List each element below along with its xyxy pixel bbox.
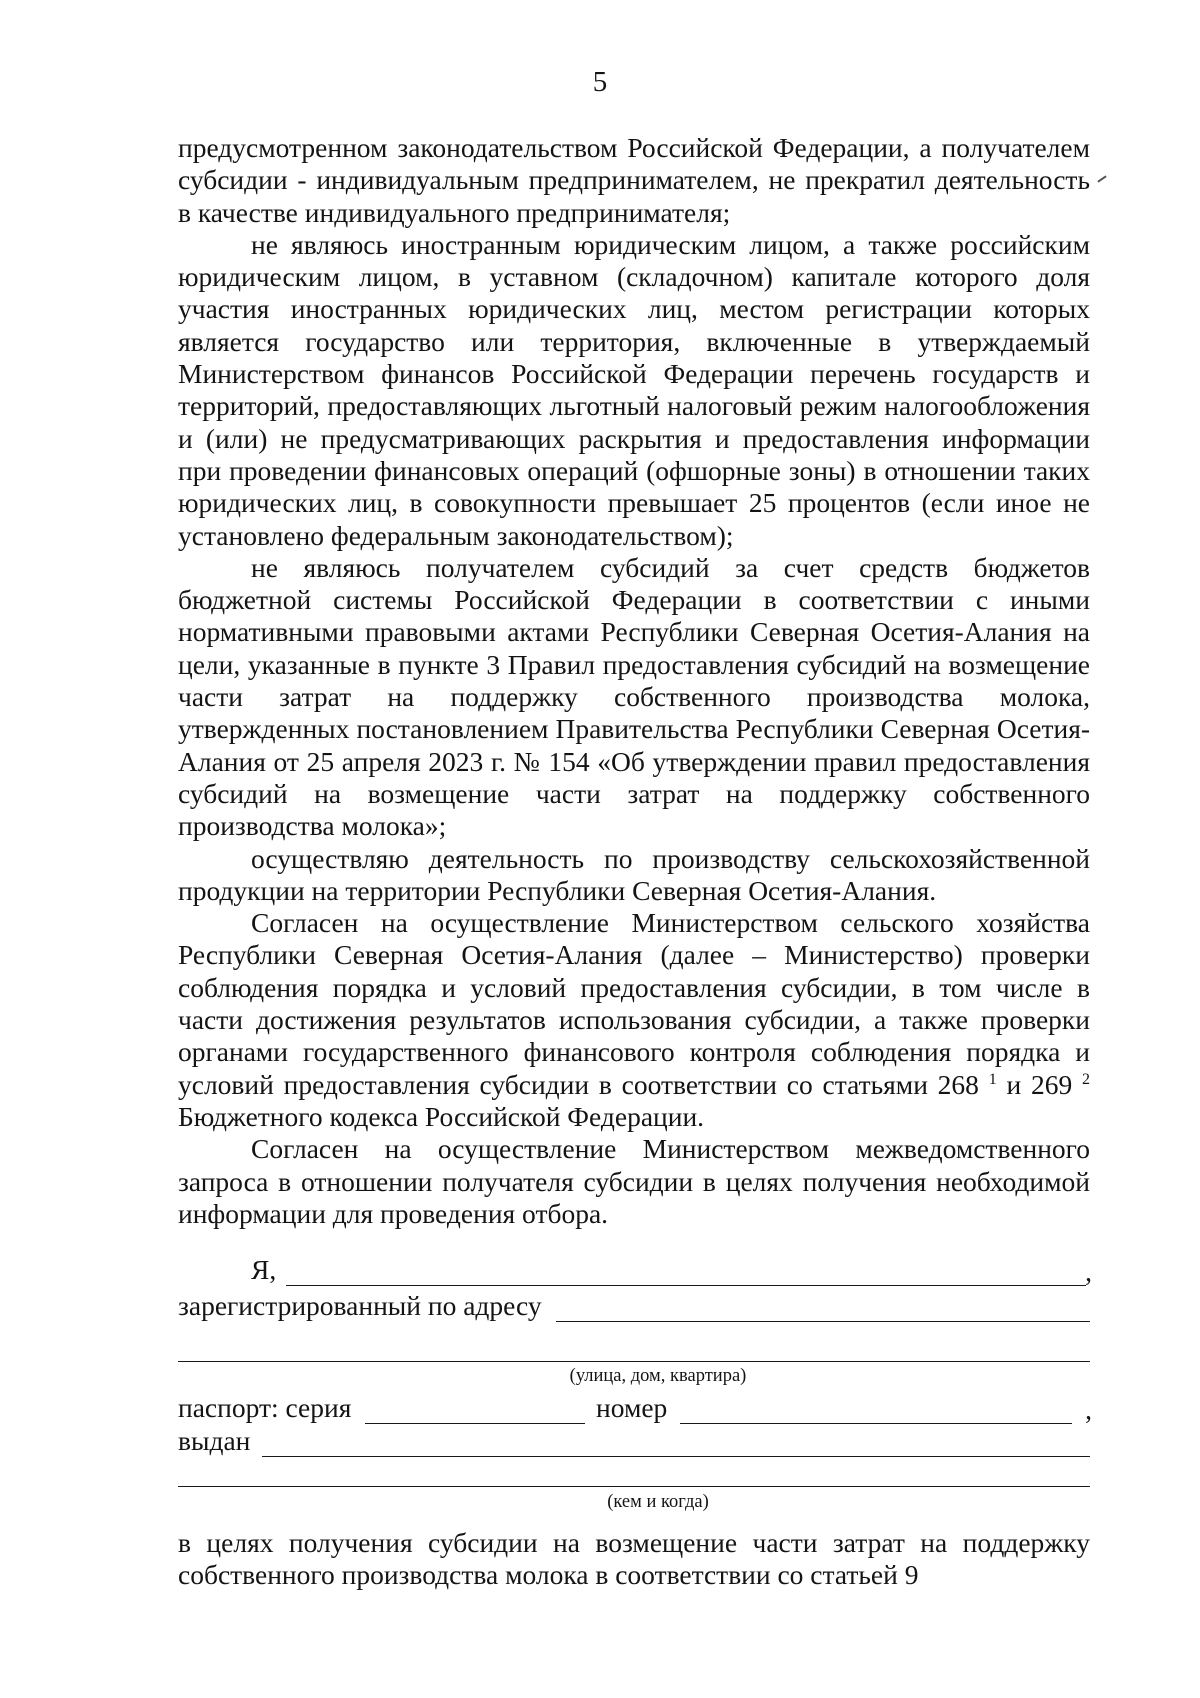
consent-and: и 269 [996,1068,1073,1100]
issued-caption: (кем и когда) [607,1492,709,1512]
passport-comma: , [1085,1394,1092,1425]
document-body [178,132,1090,1230]
closing-text: в целях получения субсидии на возмещение части затрат на поддержку собственного производства молока в соответствии со статьей 9 [178,1527,1090,1591]
paragraph-consent-request: Согласен на осуществление Министерством межведомственного запроса в отношении получателя субсидии в целях получения необходимой информации для проведения отбора. [178,1133,1090,1229]
passport-number-field[interactable] [680,1423,1072,1424]
full-name-field[interactable] [286,1285,1086,1286]
page-number: 5 [592,66,608,98]
paragraph-consent-inspection [178,907,1090,1133]
ya-comma: , [1085,1256,1092,1287]
margin-pencil-mark [1097,175,1106,182]
address-field-line-1[interactable] [556,1321,1090,1322]
passport-number-label: номер [596,1392,668,1423]
passport-series-field[interactable] [365,1423,585,1424]
ya-label: Я, [251,1254,277,1285]
consent-tail: Бюджетного кодекса Российской Федерации. [178,1100,705,1132]
issued-field-line-2[interactable] [178,1486,1090,1487]
paragraph-not-foreign-entity: не являюсь иностранным юридическим лицом, а также российским юридическим лицом, в уставном (складочном) капитале которого доля участия иностранных юридических лиц, местом регистрации которых является государство или территория, включенные в утверждаемый Министерством финансов Российской Федерации перечень государств и территорий, предоставляющих льготный налоговый режим налогообложения и (или) не предусматривающих раскрытия и предоставления информации при проведении финансовых операций (офшорные зоны) в отношении таких юридических лиц, в совокупности превышает 25 процентов (если иное не установлено федеральным законодательством); [178,228,1090,551]
footnote-sup-2: 2 [1082,1070,1091,1088]
footnote-sup-1: 1 [988,1070,997,1088]
address-caption: (улица, дом, квартира) [569,1366,747,1386]
closing-paragraph [178,1527,1090,1592]
consent-text: Согласен на осуществление Министерством сельского хозяйства Республики Северная Осетия-Алания (далее – Министерство) проверки соблюдения порядка и условий предоставления субсидии, в том числе в части достижения результатов использования субсидии, а также проверки органами государственного финансового контроля соблюдения порядка и условий предоставления субсидии в соответствии со статьями 268 [178,907,1090,1100]
issued-label: выдан [178,1425,251,1456]
paragraph-activity: осуществляю деятельность по производству сельскохозяйственной продукции на территории Республики Северная Осетия-Алания. [178,842,1090,906]
paragraph-continuation: предусмотренном законодательством Российской Федерации, а получателем субсидии - индивидуальным предпринимателем, не прекратил деятельность в качестве индивидуального предпринимателя; [178,132,1090,228]
issued-field-line-1[interactable] [262,1456,1090,1457]
registered-label: зарегистрированный по адресу [178,1290,542,1321]
paragraph-not-subsidy-recipient: не являюсь получателем субсидий за счет средств бюджетов бюджетной системы Российской Федерации в соответствии с иными нормативными правовыми актами Республики Северная Осетия-Алания на цели, указанные в пункте 3 Правил предоставления субсидий на возмещение части затрат на поддержку собственного производства молока, утвержденных постановлением Правительства Республики Северная Осетия-Алания от 25 апреля 2023 г. № 154 «Об утверждении правил предоставления субсидий на возмещение части затрат на поддержку собственного производства молока»; [178,551,1090,842]
address-field-line-2[interactable] [178,1361,1090,1362]
passport-series-label: паспорт: серия [178,1392,352,1423]
